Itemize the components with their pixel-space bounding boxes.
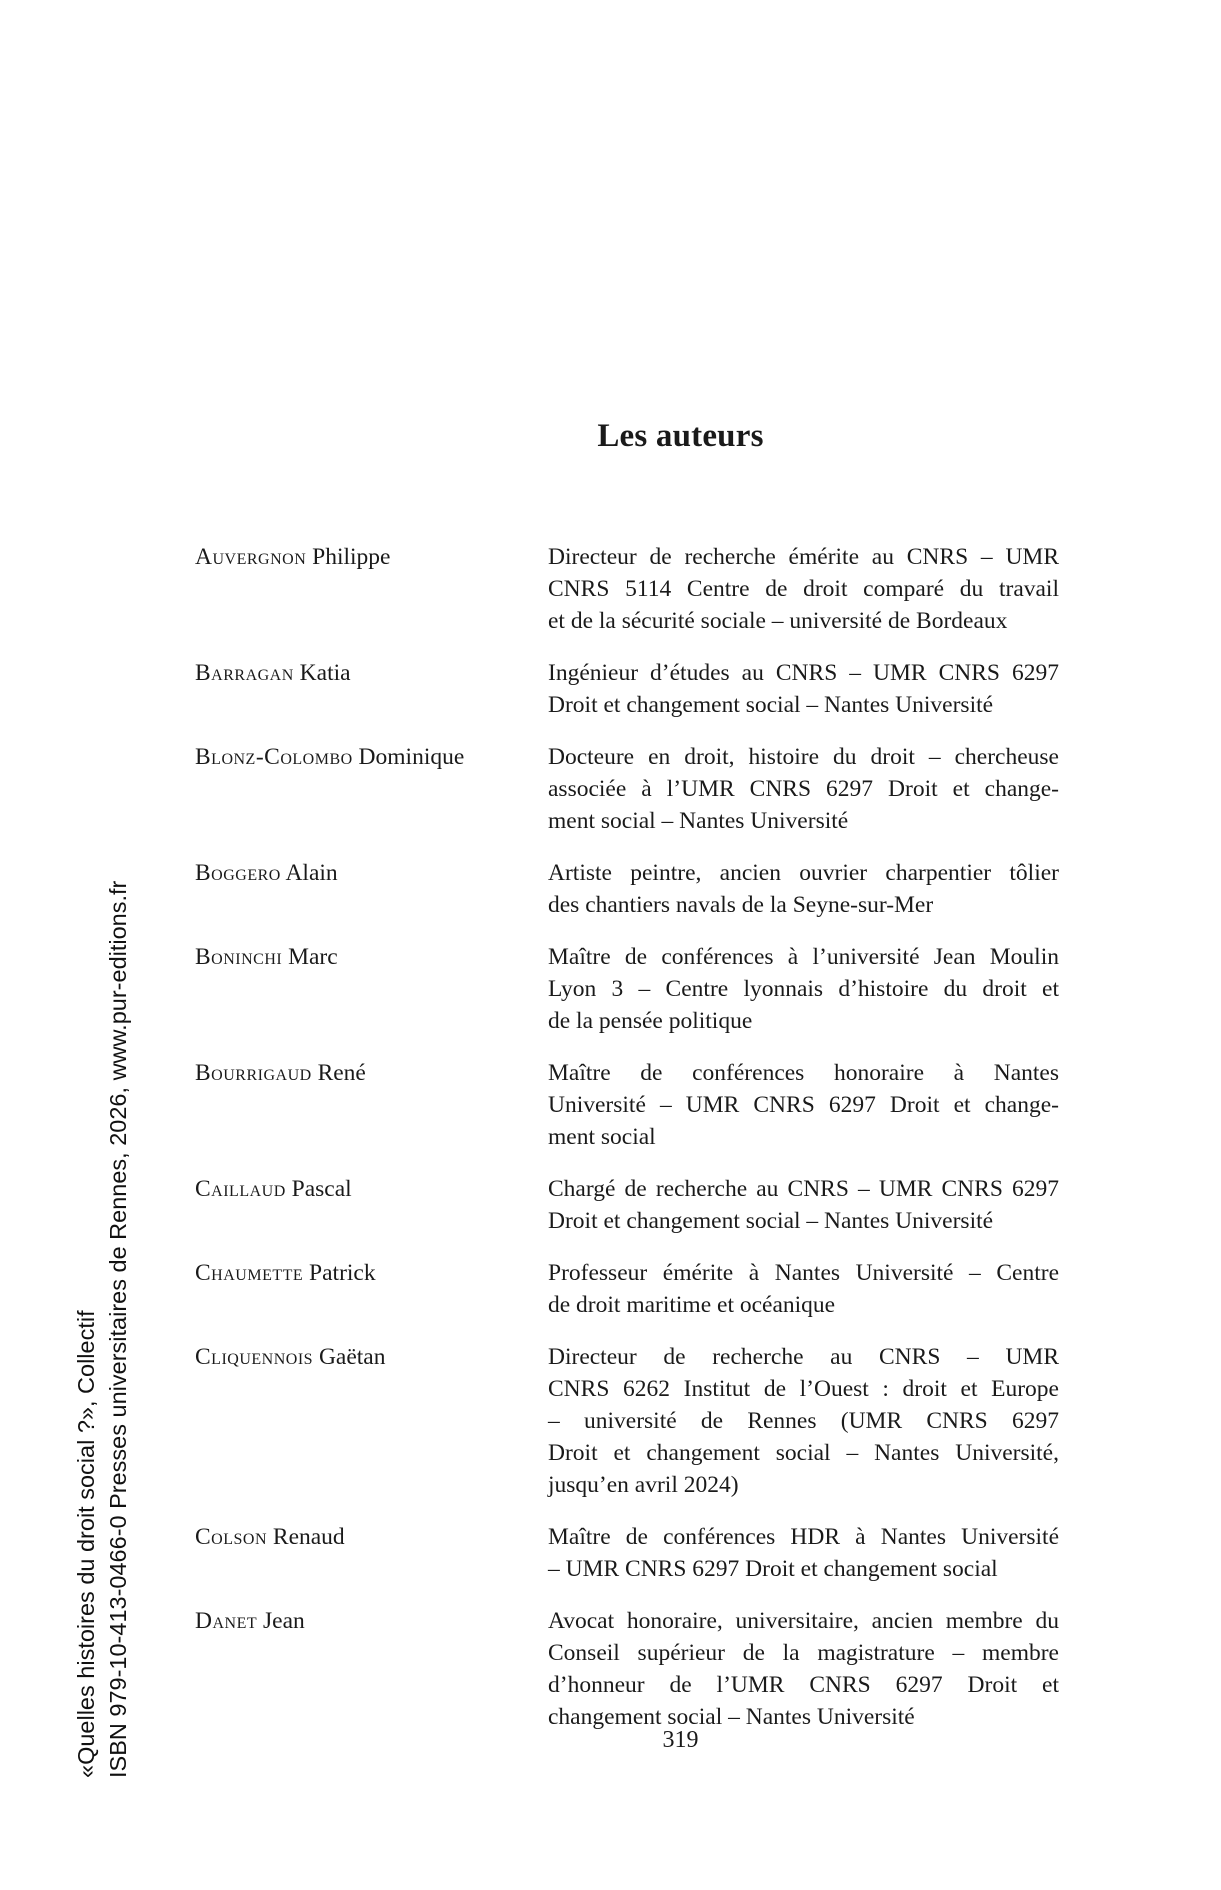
- author-affiliation: [548, 657, 1059, 721]
- affiliation-line: associée à l’UMR CNRS 6297 Droit et change-: [548, 776, 1059, 802]
- affiliation-line: Lyon 3 – Centre lyonnais d’histoire du droit et: [548, 976, 1059, 1002]
- author-affiliation: [548, 1057, 1059, 1153]
- author-firstname: Patrick: [309, 1260, 376, 1286]
- side-note-line-2: ISBN 979-10-413-0466-0 Presses universitaires de Rennes, 2026, www.pur-editions.fr: [105, 880, 131, 1778]
- author-entry: [195, 1605, 1059, 1733]
- author-name: [195, 1257, 548, 1289]
- author-affiliation: [548, 741, 1059, 837]
- author-surname: Barragan: [195, 660, 294, 686]
- author-surname: Colson: [195, 1524, 268, 1550]
- author-affiliation: [548, 1521, 1059, 1585]
- author-firstname: Renaud: [272, 1524, 345, 1550]
- author-entry: [195, 741, 1059, 837]
- affiliation-line: – université de Rennes (UMR CNRS 6297: [548, 1408, 1059, 1434]
- affiliation-line: Conseil supérieur de la magistrature – membre: [548, 1640, 1059, 1666]
- affiliation-line: Chargé de recherche au CNRS – UMR CNRS 6297: [548, 1176, 1059, 1202]
- affiliation-line: des chantiers navals de la Seyne-sur-Mer: [548, 892, 934, 918]
- author-entry: [195, 1057, 1059, 1153]
- author-entry: [195, 1521, 1059, 1585]
- author-affiliation: [548, 941, 1059, 1037]
- author-firstname: René: [317, 1060, 366, 1086]
- affiliation-line: Maître de conférences HDR à Nantes Université: [548, 1524, 1059, 1550]
- affiliation-line: Maître de conférences honoraire à Nantes: [548, 1060, 1059, 1086]
- affiliation-line: Droit et changement social – Nantes Université: [548, 1208, 994, 1234]
- author-name: [195, 741, 548, 773]
- author-entry: [195, 1257, 1059, 1321]
- author-firstname: Katia: [299, 660, 351, 686]
- author-firstname: Dominique: [358, 744, 465, 770]
- affiliation-line: Docteure en droit, histoire du droit – chercheuse: [548, 744, 1059, 770]
- author-surname: Boggero: [195, 860, 281, 886]
- affiliation-line: Professeur émérite à Nantes Université – Centre: [548, 1260, 1059, 1286]
- author-surname: Chaumette: [195, 1260, 304, 1286]
- side-note-line-1: «Quelles histoires du droit social ?», Collectif: [73, 1310, 99, 1778]
- author-name: [195, 1341, 548, 1373]
- authors-list: [195, 541, 1059, 1733]
- affiliation-line: CNRS 5114 Centre de droit comparé du travail: [548, 576, 1059, 602]
- author-firstname: Gaëtan: [318, 1344, 386, 1370]
- affiliation-line: Maître de conférences à l’université Jean Moulin: [548, 944, 1059, 970]
- affiliation-line: de droit maritime et océanique: [548, 1292, 836, 1318]
- author-name: [195, 857, 548, 889]
- author-name: [195, 1173, 548, 1205]
- affiliation-line: Directeur de recherche émérite au CNRS – UMR: [548, 544, 1059, 570]
- page-number: 319: [662, 1727, 699, 1753]
- affiliation-line: Droit et changement social – Nantes Université,: [548, 1440, 1059, 1466]
- author-firstname: Marc: [288, 944, 338, 970]
- author-surname: Blonz-Colombo: [195, 744, 353, 770]
- affiliation-line: jusqu’en avril 2024): [548, 1472, 739, 1498]
- author-entry: [195, 657, 1059, 721]
- author-firstname: Jean: [263, 1608, 305, 1634]
- author-surname: Cliquennois: [195, 1344, 314, 1370]
- affiliation-line: Université – UMR CNRS 6297 Droit et change-: [548, 1092, 1059, 1118]
- affiliation-line: Ingénieur d’études au CNRS – UMR CNRS 6297: [548, 660, 1059, 686]
- author-firstname: Pascal: [291, 1176, 352, 1202]
- affiliation-line: Droit et changement social – Nantes Université: [548, 692, 994, 718]
- copyright-side-note: [70, 881, 134, 1778]
- author-name: [195, 541, 548, 573]
- affiliation-line: changement social – Nantes Université: [548, 1704, 915, 1730]
- author-affiliation: [548, 857, 1059, 921]
- author-entry: [195, 941, 1059, 1037]
- author-affiliation: [548, 1605, 1059, 1733]
- affiliation-line: Artiste peintre, ancien ouvrier charpentier tôlier: [548, 860, 1059, 886]
- author-entry: [195, 541, 1059, 637]
- author-firstname: Philippe: [312, 544, 391, 570]
- affiliation-line: Avocat honoraire, universitaire, ancien membre du: [548, 1608, 1059, 1634]
- author-surname: Boninchi: [195, 944, 283, 970]
- author-name: [195, 941, 548, 973]
- author-entry: [195, 1173, 1059, 1237]
- author-affiliation: [548, 541, 1059, 637]
- author-affiliation: [548, 1257, 1059, 1321]
- author-name: [195, 1521, 548, 1553]
- author-firstname: Alain: [285, 860, 338, 886]
- affiliation-line: ment social – Nantes Université: [548, 808, 849, 834]
- affiliation-line: d’honneur de l’UMR CNRS 6297 Droit et: [548, 1672, 1059, 1698]
- author-affiliation: [548, 1173, 1059, 1237]
- affiliation-line: et de la sécurité sociale – université de Bordeaux: [548, 608, 1008, 634]
- author-name: [195, 1057, 548, 1089]
- affiliation-line: ment social: [548, 1124, 656, 1150]
- author-name: [195, 657, 548, 689]
- author-surname: Caillaud: [195, 1176, 286, 1202]
- affiliation-line: Directeur de recherche au CNRS – UMR: [548, 1344, 1059, 1370]
- author-surname: Bourrigaud: [195, 1060, 312, 1086]
- affiliation-line: de la pensée politique: [548, 1008, 753, 1034]
- affiliation-line: CNRS 6262 Institut de l’Ouest : droit et Europe: [548, 1376, 1059, 1402]
- page-title: Les auteurs: [597, 418, 764, 454]
- author-surname: Danet: [195, 1608, 258, 1634]
- author-surname: Auvergnon: [195, 544, 307, 570]
- author-affiliation: [548, 1341, 1059, 1501]
- author-entry: [195, 857, 1059, 921]
- author-entry: [195, 1341, 1059, 1501]
- affiliation-line: – UMR CNRS 6297 Droit et changement social: [548, 1556, 998, 1582]
- author-name: [195, 1605, 548, 1637]
